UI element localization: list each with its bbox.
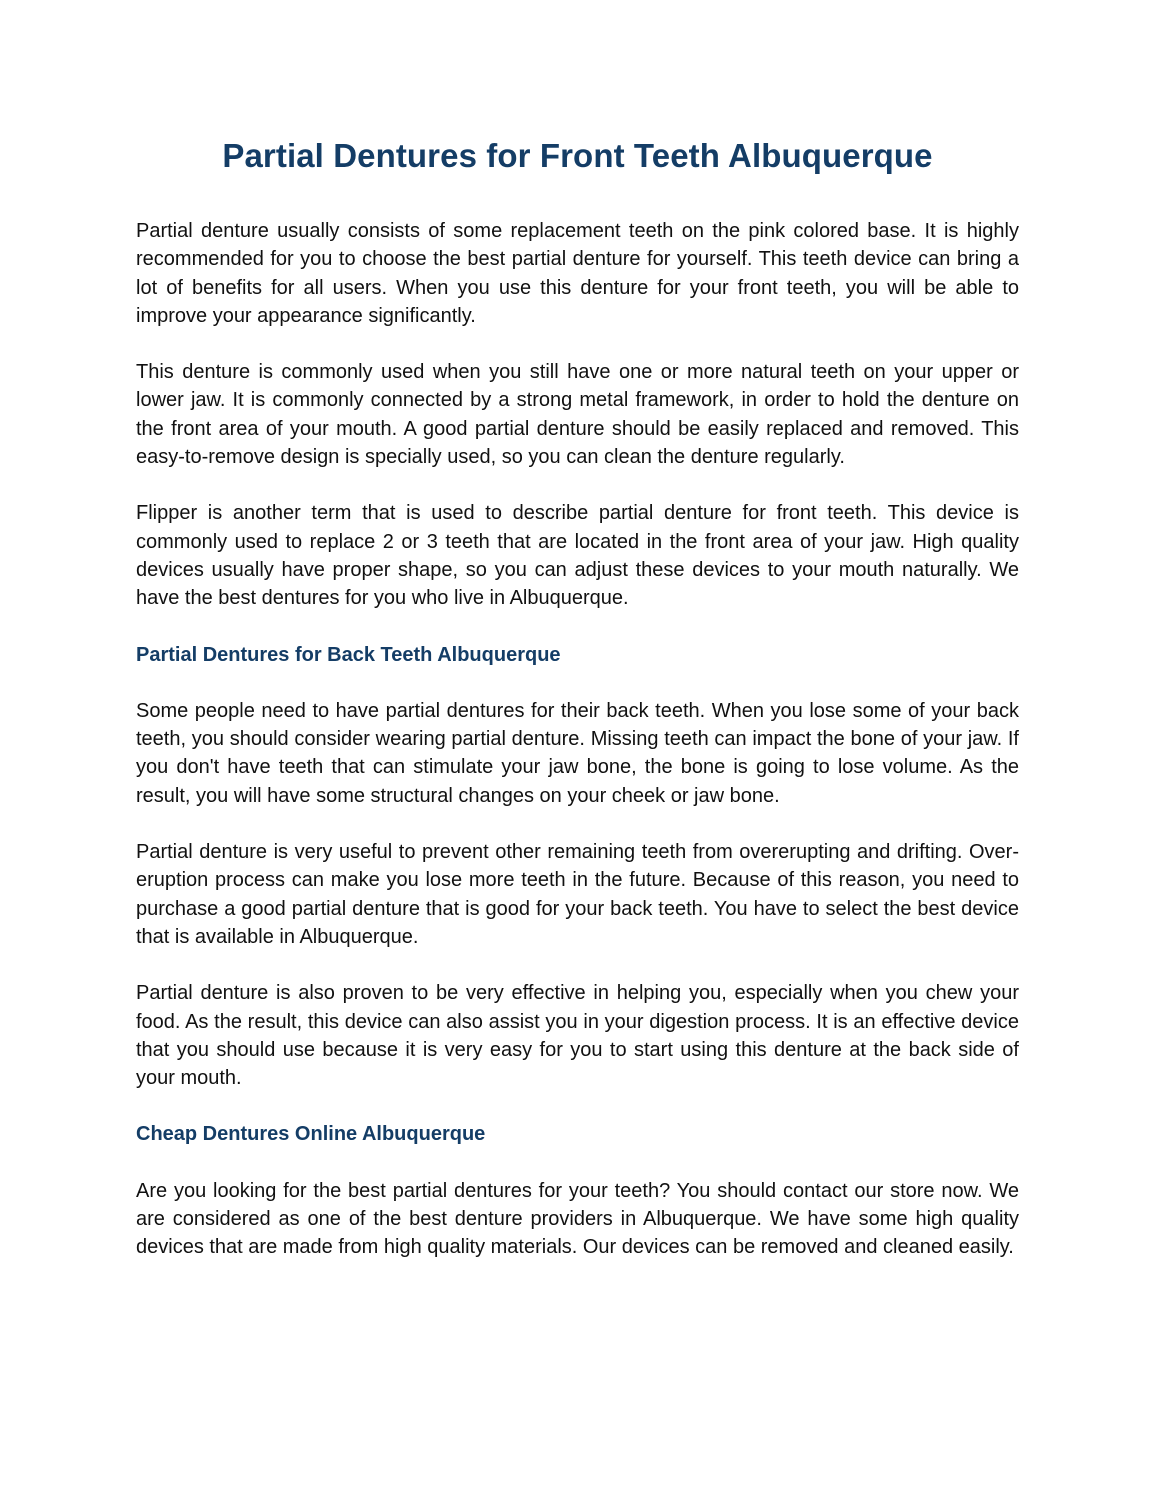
heading-back-teeth: Partial Dentures for Back Teeth Albuquerque: [136, 643, 561, 666]
paragraph-back-teeth-1: Some people need to have partial dentures for their back teeth. When you lose some of your back teeth, you should consider wearing partial denture. Missing teeth can impact the bone of your jaw. If you don't have teeth that can stimulate your jaw bone, the bone is going to lose volume. As the result, you will have some structural changes on your cheek or jaw bone.: [136, 699, 1019, 807]
paragraph-front-teeth-2: This denture is commonly used when you still have one or more natural teeth on your upper or lower jaw. It is commonly connected by a strong metal framework, in order to hold the denture on the front area of your mouth. A good partial denture should be easily replaced and removed. This easy-to-remove design is specially used, so you can clean the denture regularly.: [136, 361, 1019, 469]
paragraph-front-teeth-1: Partial denture usually consists of some replacement teeth on the pink colored base. It is highly recommended for you to choose the best partial denture for yourself. This teeth device can bring a lot of benefits for all users. When you use this denture for your front teeth, you will be able to improve your appearance significantly.: [136, 220, 1019, 327]
paragraph-back-teeth-2: Partial denture is very useful to prevent other remaining teeth from overerupting and drifting. Over-eruption process can make you lose more teeth in the future. Because of this reason, you need to purchase a good partial denture that is good for your back teeth. You have to select the best device that is available in Albuquerque.: [136, 841, 1019, 948]
paragraph-front-teeth-3: Flipper is another term that is used to describe partial denture for front teeth. This device is commonly used to replace 2 or 3 teeth that are located in the front area of your jaw. High quality devices usually have proper shape, so you can adjust these devices to your mouth naturally. We have the best dentures for you who live in Albuquerque.: [136, 502, 1019, 610]
document-title: Partial Dentures for Front Teeth Albuquerque: [222, 137, 933, 174]
heading-cheap-dentures: Cheap Dentures Online Albuquerque: [136, 1123, 486, 1146]
paragraph-back-teeth-3: Partial denture is also proven to be very effective in helping you, especially when you chew your food. As the result, this device can also assist you in your digestion process. It is an effective device that you should use because it is very easy for you to start using this denture at the back side of your mouth.: [136, 982, 1019, 1090]
paragraph-cheap-dentures-1: Are you looking for the best partial dentures for your teeth? You should contact our store now. We are considered as one of the best denture providers in Albuquerque. We have some high quality devices that are made from high quality materials. Our devices can be removed and cleaned easily.: [136, 1179, 1019, 1259]
document-page: [136, 132, 1019, 1290]
